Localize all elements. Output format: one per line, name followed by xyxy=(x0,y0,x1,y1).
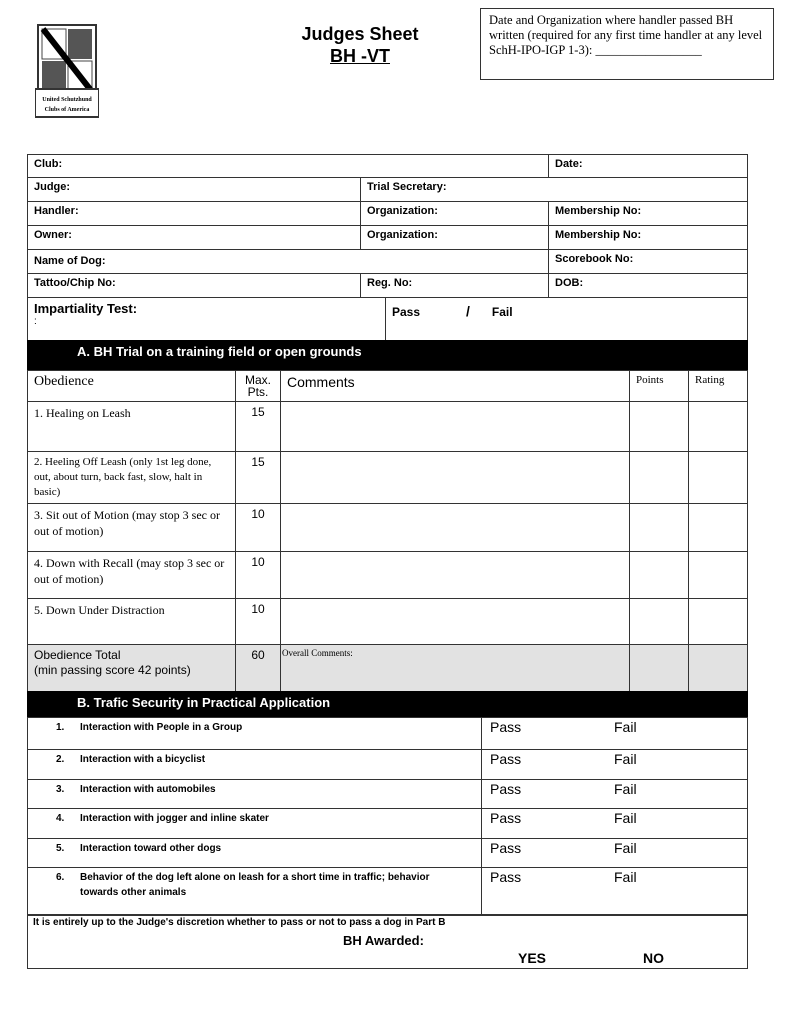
scorebook-field[interactable] xyxy=(548,249,748,274)
traffic-item-number: 1. xyxy=(56,722,65,733)
traffic-item-label: Interaction with a bicyclist xyxy=(80,754,206,765)
traffic-item-number: 3. xyxy=(56,784,65,795)
max-pts-value: 10 xyxy=(235,503,281,552)
comments-input[interactable] xyxy=(280,401,630,452)
owner-organization-field[interactable] xyxy=(360,225,549,250)
points-input[interactable] xyxy=(629,644,689,692)
traffic-item-label: Interaction toward other dogs xyxy=(80,843,222,854)
trial-secretary-field[interactable] xyxy=(360,177,748,202)
rating-input[interactable] xyxy=(688,551,748,599)
traffic-pass-fail[interactable] xyxy=(481,808,748,839)
points-input[interactable] xyxy=(629,598,689,645)
club-field[interactable] xyxy=(27,154,549,178)
points-header: Points xyxy=(629,370,689,402)
traffic-item-label: Interaction with People in a Group xyxy=(80,722,243,733)
comments-input[interactable] xyxy=(280,451,630,504)
pass-option[interactable]: Pass xyxy=(490,869,522,885)
obedience-exercise-label: 1. Healing on Leash xyxy=(27,401,236,452)
owner-field[interactable] xyxy=(27,225,361,250)
dob-field[interactable] xyxy=(548,273,748,298)
reg-no-label: Reg. No: xyxy=(367,277,413,289)
pass-option[interactable]: Pass xyxy=(490,751,522,767)
max-pts-value: 10 xyxy=(235,551,281,599)
dog-name-label: Name of Dog: xyxy=(34,255,106,267)
points-input[interactable] xyxy=(629,503,689,552)
traffic-item-label: Behavior of the dog left alone on leash for a short time in traffic; behavior towards other animals xyxy=(80,872,430,898)
dob-label: DOB: xyxy=(555,277,584,289)
pass-option[interactable]: Pass xyxy=(490,781,522,797)
date-field[interactable] xyxy=(548,154,748,178)
handler-field[interactable] xyxy=(27,201,361,226)
max-pts-header: Max. Pts. xyxy=(235,370,281,402)
handler-membership-field[interactable] xyxy=(548,201,748,226)
svg-text:United Schutzhund: United Schutzhund xyxy=(42,97,92,103)
obedience-exercise-label: 5. Down Under Distraction xyxy=(27,598,236,645)
pass-option[interactable]: Pass xyxy=(490,840,522,856)
obedience-exercise-label: 2. Heeling Off Leash (only 1st leg done, out, about turn, back fast, slow, halt in basic) xyxy=(27,451,236,504)
traffic-item xyxy=(27,838,482,868)
traffic-pass-fail[interactable] xyxy=(481,717,748,750)
impartiality-test-field[interactable] xyxy=(27,297,386,341)
impartiality-fail[interactable]: Fail xyxy=(491,305,513,319)
tattoo-label: Tattoo/Chip No: xyxy=(34,277,116,289)
rating-input[interactable] xyxy=(688,451,748,504)
pass-option[interactable]: Pass xyxy=(490,810,522,826)
obedience-exercise-label: 4. Down with Recall (may stop 3 sec or out of motion) xyxy=(27,551,236,599)
obedience-exercise-label: 3. Sit out of Motion (may stop 3 sec or out of motion) xyxy=(27,503,236,552)
fail-option[interactable]: Fail xyxy=(614,840,637,856)
max-pts-value: 15 xyxy=(235,451,281,504)
max-pts-value: 10 xyxy=(235,598,281,645)
comments-header: Comments xyxy=(280,370,630,402)
svg-text:Clubs of America: Clubs of America xyxy=(44,107,90,113)
traffic-item-number: 4. xyxy=(56,813,65,824)
traffic-item-number: 6. xyxy=(56,872,65,883)
bh-written-note: Date and Organization where handler passed BH written (required for any first time handler at any level SchH-IPO-IGP 1-3): _________________ xyxy=(480,8,774,80)
owner-label: Owner: xyxy=(34,229,72,241)
membership-label: Membership No: xyxy=(555,205,642,217)
bh-no-option[interactable]: NO xyxy=(643,950,664,966)
pass-option[interactable]: Pass xyxy=(490,719,522,735)
handler-organization-field[interactable] xyxy=(360,201,549,226)
traffic-item-number: 2. xyxy=(56,754,65,765)
tattoo-field[interactable] xyxy=(27,273,361,298)
comments-input[interactable] xyxy=(280,503,630,552)
impartiality-slash: / xyxy=(466,303,470,319)
dog-name-field[interactable] xyxy=(27,249,549,274)
comments-input[interactable] xyxy=(280,598,630,645)
club-label: Club: xyxy=(34,158,63,170)
membership-label: Membership No: xyxy=(555,229,642,241)
points-input[interactable] xyxy=(629,551,689,599)
reg-no-field[interactable] xyxy=(360,273,549,298)
bh-awarded-label: BH Awarded: xyxy=(343,933,424,948)
rating-input[interactable] xyxy=(688,598,748,645)
traffic-item xyxy=(27,717,482,750)
rating-header: Rating xyxy=(688,370,748,402)
organization-label: Organization: xyxy=(367,229,438,241)
organization-label: Organization: xyxy=(367,205,438,217)
fail-option[interactable]: Fail xyxy=(614,869,637,885)
bh-yes-option[interactable]: YES xyxy=(518,950,547,966)
traffic-item xyxy=(27,808,482,839)
traffic-item xyxy=(27,779,482,809)
total-min-passing: (min passing score 42 points) xyxy=(34,663,191,677)
traffic-item xyxy=(27,867,482,916)
bh-awarded-section xyxy=(27,914,748,969)
section-b-header: B. Trafic Security in Practical Application xyxy=(27,691,748,718)
trial-secretary-label: Trial Secretary: xyxy=(367,181,447,193)
fail-option[interactable]: Fail xyxy=(614,751,637,767)
total-max-pts: 60 xyxy=(235,644,281,692)
date-label: Date: xyxy=(555,158,583,170)
comments-input[interactable] xyxy=(280,551,630,599)
traffic-pass-fail[interactable] xyxy=(481,838,748,868)
max-pts-value: 15 xyxy=(235,401,281,452)
traffic-item-label: Interaction with jogger and inline skater xyxy=(80,813,269,824)
section-a-header: A. BH Trial on a training field or open grounds xyxy=(27,340,748,371)
judge-label: Judge: xyxy=(34,181,71,193)
fail-option[interactable]: Fail xyxy=(614,781,637,797)
traffic-item xyxy=(27,749,482,780)
fail-option[interactable]: Fail xyxy=(614,719,637,735)
obedience-header: Obedience xyxy=(27,370,236,402)
usca-logo xyxy=(35,23,99,121)
scorebook-label: Scorebook No: xyxy=(555,253,634,265)
traffic-item-number: 5. xyxy=(56,843,65,854)
impartiality-pass[interactable]: Pass xyxy=(392,305,421,319)
comments-input[interactable] xyxy=(280,644,630,692)
page-subtitle: BH -VT xyxy=(330,46,390,66)
overall-comments-label: Overall Comments: xyxy=(282,648,353,658)
points-input[interactable] xyxy=(629,401,689,452)
rating-input[interactable] xyxy=(688,503,748,552)
total-label: Obedience Total xyxy=(34,648,121,662)
impartiality-colon: : xyxy=(34,316,37,327)
owner-membership-field[interactable] xyxy=(548,225,748,250)
fail-option[interactable]: Fail xyxy=(614,810,637,826)
traffic-pass-fail[interactable] xyxy=(481,867,748,916)
part-b-note: It is entirely up to the Judge's discretion whether to pass or not to pass a dog in Part B xyxy=(33,917,446,928)
judge-field[interactable] xyxy=(27,177,361,202)
points-input[interactable] xyxy=(629,451,689,504)
handler-label: Handler: xyxy=(34,205,79,217)
rating-input[interactable] xyxy=(688,401,748,452)
traffic-item-label: Interaction with automobiles xyxy=(80,784,216,795)
rating-input[interactable] xyxy=(688,644,748,692)
traffic-pass-fail[interactable] xyxy=(481,749,748,780)
impartiality-label: Impartiality Test: xyxy=(34,301,138,316)
obedience-total-label xyxy=(27,644,236,692)
traffic-pass-fail[interactable] xyxy=(481,779,748,809)
impartiality-result[interactable] xyxy=(385,297,748,341)
page-title: Judges Sheet xyxy=(301,24,419,44)
